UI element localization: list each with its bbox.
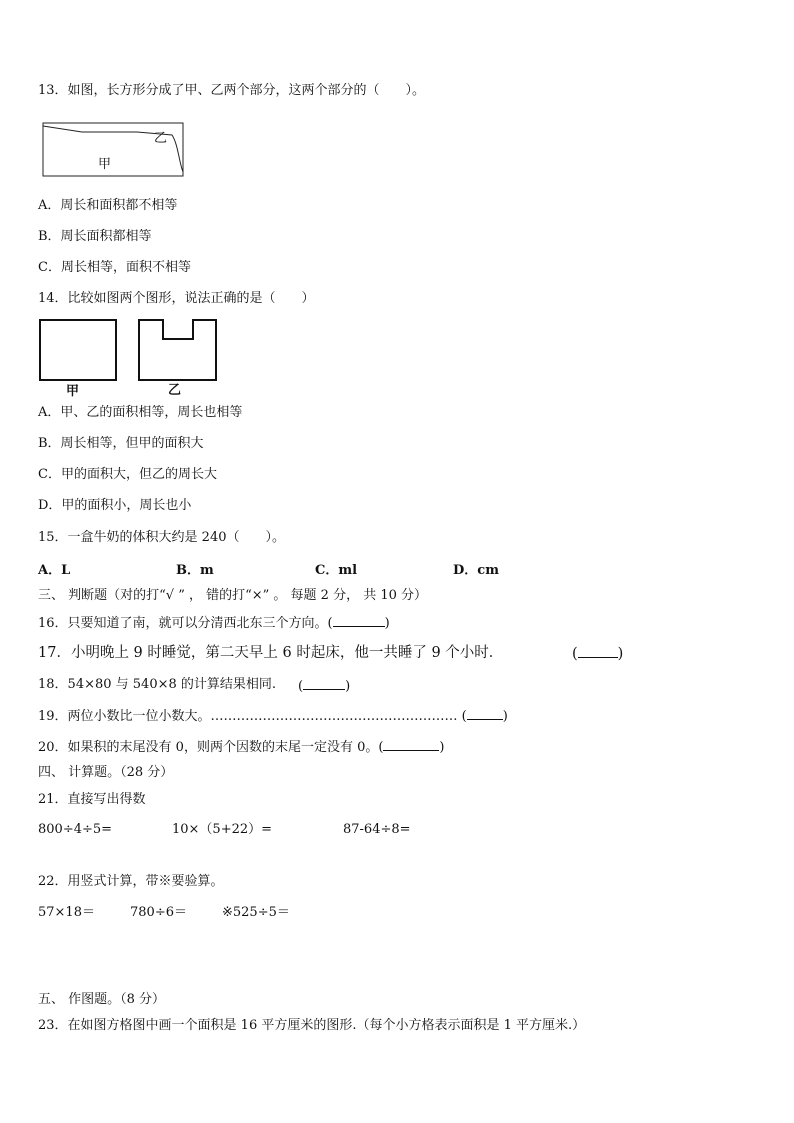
q14-option-b: B．周长相等，但甲的面积大	[38, 436, 204, 451]
q17-stem: 17．小明晚上 9 时睡觉，第二天早上 6 时起床，他一共睡了 9 个小时．	[38, 645, 504, 661]
q16-answer-blank[interactable]	[333, 614, 385, 627]
q15-option-d: D．cm	[453, 563, 499, 578]
q15-option-b: B．m	[176, 563, 214, 578]
q13-label-jia: 甲	[98, 157, 112, 172]
q19-answer-blank[interactable]	[467, 707, 503, 720]
q19-stem: 19．两位小数比一位小数大。………………………………………………… (	[38, 709, 467, 724]
q18-stem: 18．54×80 与 540×8 的计算结果相同.	[38, 677, 277, 692]
section3-title: 三、 判断题（对的打“√ ” ， 错的打“×” 。 每题 2 分， 共 10 分）	[38, 588, 428, 603]
q14-option-d: D．甲的面积小，周长也小	[38, 498, 192, 513]
q22-item-1: 57×18＝	[38, 905, 95, 920]
q13-option-b: B．周长面积都相等	[38, 229, 152, 244]
q22-stem: 22．用竖式计算，带※要验算。	[38, 874, 224, 889]
section4-title: 四、 计算题。（28 分）	[38, 765, 174, 780]
q16-close-paren: )	[384, 616, 390, 631]
q14-option-c: C．甲的面积大，但乙的周长大	[38, 467, 217, 482]
q23-stem: 23．在如图方格图中画一个面积是 16 平方厘米的图形.（每个小方格表示面积是 1 平方厘米.）	[38, 1018, 586, 1033]
section5-title: 五、 作图题。（8 分）	[38, 992, 166, 1007]
q13-label-yi: 乙	[154, 131, 168, 146]
q13-option-a: A．周长和面积都不相等	[38, 198, 178, 213]
q19-line	[38, 707, 508, 725]
q17-open-paren: (	[572, 646, 578, 662]
q13-stem: 13．如图，长方形分成了甲、乙两个部分，这两个部分的（ ）。	[38, 83, 426, 98]
q15-stem: 15．一盒牛奶的体积大约是 240（ ）。	[38, 530, 285, 545]
q17-answer-blank[interactable]	[578, 645, 618, 658]
q15-option-a: A．L	[38, 563, 71, 578]
q14-label-yi: 乙	[168, 383, 182, 398]
q21-item-2: 10×（5+22）=	[172, 822, 273, 837]
q18-line	[38, 677, 276, 693]
q14-option-a: A．甲、乙的面积相等，周长也相等	[38, 405, 243, 420]
q19-close-paren: )	[502, 709, 508, 724]
q14-label-jia: 甲	[66, 384, 80, 398]
q16-line	[38, 614, 390, 632]
q15-option-c: C．ml	[315, 563, 358, 578]
q17-close-paren: )	[617, 646, 624, 662]
q20-answer-blank[interactable]	[383, 738, 439, 751]
q22-item-2: 780÷6＝	[130, 905, 187, 920]
q13-option-c: C．周长相等，面积不相等	[38, 260, 191, 275]
q18-answer	[298, 677, 350, 695]
q14-figure	[38, 318, 223, 398]
q20-stem: 20．如果积的末尾没有 0，则两个因数的末尾一定没有 0。(	[38, 740, 384, 755]
q14-stem: 14．比较如图两个图形，说法正确的是（ ）	[38, 291, 315, 306]
q20-close-paren: )	[439, 740, 445, 755]
q20-line	[38, 738, 445, 756]
q17-line	[38, 645, 503, 661]
q21-item-1: 800÷4÷5=	[38, 822, 113, 837]
q18-open-paren: (	[298, 679, 304, 694]
q22-item-3: ※525÷5＝	[222, 905, 290, 920]
q18-answer-blank[interactable]	[303, 677, 345, 690]
q18-close-paren: )	[345, 679, 351, 694]
q13-figure	[42, 122, 186, 178]
q17-answer	[572, 645, 623, 662]
q21-item-3: 87-64÷8=	[343, 822, 411, 837]
q21-stem: 21．直接写出得数	[38, 792, 146, 807]
q16-stem: 16．只要知道了南，就可以分清西北东三个方向。(	[38, 616, 333, 631]
